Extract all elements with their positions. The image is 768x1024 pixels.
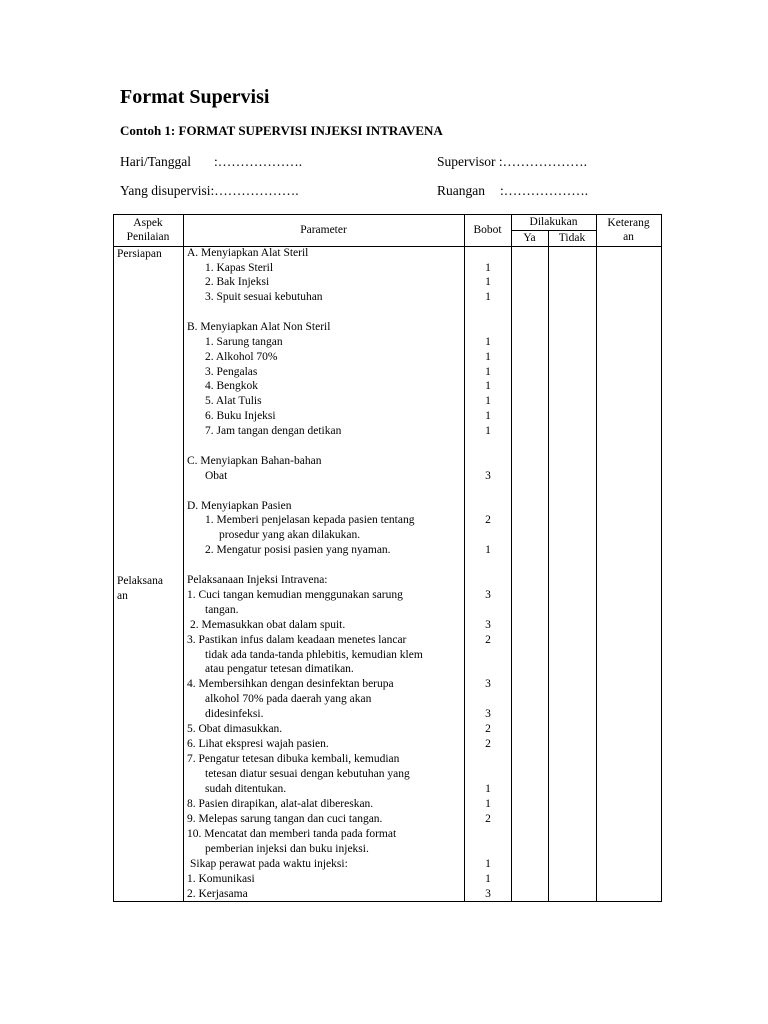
column-divider xyxy=(548,230,549,902)
parameter-text: 1. Kapas Steril xyxy=(205,262,274,274)
parameter-text: alkohol 70% pada daerah yang akan xyxy=(205,693,372,705)
parameter-text: 6. Buku Injeksi xyxy=(205,410,276,422)
document-subtitle: Contoh 1: FORMAT SUPERVISI INJEKSI INTRAVENA xyxy=(120,123,443,138)
bobot-value: 1 xyxy=(485,336,491,348)
column-divider xyxy=(183,214,184,902)
ruangan-value: :………………. xyxy=(500,183,589,198)
bobot-value: 1 xyxy=(485,544,491,556)
header-tidak: Tidak xyxy=(558,232,586,244)
parameter-text: 2. Mengatur posisi pasien yang nyaman. xyxy=(205,544,391,556)
parameter-text: 5. Obat dimasukkan. xyxy=(187,723,283,735)
parameter-text: didesinfeksi. xyxy=(205,708,264,720)
parameter-text: tetesan diatur sesuai dengan kebutuhan yang xyxy=(205,768,410,780)
parameter-text: Sikap perawat pada waktu injeksi: xyxy=(190,858,348,870)
parameter-text: 2. Alkohol 70% xyxy=(205,351,278,363)
bobot-value: 1 xyxy=(485,410,491,422)
table-border-right xyxy=(661,214,662,902)
aspek-pelaksanaan-line2: an xyxy=(117,589,128,602)
parameter-text: 7. Pengatur tetesan dibuka kembali, kemudian xyxy=(187,753,400,765)
parameter-text: 1. Sarung tangan xyxy=(205,336,283,348)
bobot-value: 1 xyxy=(485,351,491,363)
bobot-value: 3 xyxy=(485,708,491,720)
parameter-text: tangan. xyxy=(205,604,239,616)
parameter-text: 3. Pengalas xyxy=(205,366,258,378)
parameter-text: 1. Komunikasi xyxy=(187,873,255,885)
parameter-text: A. Menyiapkan Alat Steril xyxy=(187,247,309,259)
aspek-persiapan: Persiapan xyxy=(117,248,162,260)
document-title: Format Supervisi xyxy=(120,86,270,108)
parameter-text: 3. Spuit sesuai kebutuhan xyxy=(205,291,323,303)
bobot-value: 2 xyxy=(485,813,491,825)
bobot-value: 3 xyxy=(485,470,491,482)
parameter-text: 10. Mencatat dan memberi tanda pada format xyxy=(187,828,397,840)
header-parameter: Parameter xyxy=(300,224,347,236)
header-ya: Ya xyxy=(523,232,536,244)
parameter-text: Obat xyxy=(205,470,228,482)
parameter-text: sudah ditentukan. xyxy=(205,783,287,795)
header-aspek xyxy=(113,216,183,244)
header-bobot: Bobot xyxy=(473,224,502,236)
bobot-value: 2 xyxy=(485,738,491,750)
bobot-value: 1 xyxy=(485,783,491,795)
parameter-text: 6. Lihat ekspresi wajah pasien. xyxy=(187,738,329,750)
parameter-text: C. Menyiapkan Bahan-bahan xyxy=(187,455,322,467)
parameter-text: 4. Bengkok xyxy=(205,380,259,392)
bobot-value: 1 xyxy=(485,873,491,885)
header-dilakukan: Dilakukan xyxy=(529,216,578,228)
column-divider xyxy=(596,214,597,902)
column-divider xyxy=(511,214,512,902)
bobot-value: 3 xyxy=(485,888,491,900)
bobot-value: 3 xyxy=(485,589,491,601)
parameter-text: 2. Bak Injeksi xyxy=(205,276,270,288)
parameter-text: 3. Pastikan infus dalam keadaan menetes lancar xyxy=(187,634,407,646)
hari-tanggal-value: :………………. xyxy=(214,154,303,169)
parameter-text: 8. Pasien dirapikan, alat-alat dibereskan. xyxy=(187,798,374,810)
bobot-value: 1 xyxy=(485,262,491,274)
parameter-text: atau pengatur tetesan dimatikan. xyxy=(205,663,354,675)
bobot-value: 2 xyxy=(485,514,491,526)
parameter-text: 4. Membersihkan dengan desinfektan berupa xyxy=(187,678,394,690)
parameter-text: 7. Jam tangan dengan detikan xyxy=(205,425,342,437)
bobot-value: 1 xyxy=(485,425,491,437)
parameter-text: 5. Alat Tulis xyxy=(205,395,262,407)
bobot-value: 1 xyxy=(485,798,491,810)
header-aspek-line2: Penilaian xyxy=(126,231,170,243)
hari-tanggal-label: Hari/Tanggal xyxy=(120,154,192,169)
parameter-text: B. Menyiapkan Alat Non Steril xyxy=(187,321,331,333)
parameter-text: 1. Cuci tangan kemudian menggunakan sarung xyxy=(187,589,403,601)
parameter-text: 2. Memasukkan obat dalam spuit. xyxy=(190,619,346,631)
bobot-value: 1 xyxy=(485,276,491,288)
parameter-text: 2. Kerjasama xyxy=(187,888,248,900)
parameter-text: pemberian injeksi dan buku injeksi. xyxy=(205,843,369,855)
header-keterangan-line1: Keterang xyxy=(607,217,650,229)
table-border-bottom xyxy=(113,901,661,902)
aspek-pelaksanaan xyxy=(117,574,163,604)
bobot-value: 1 xyxy=(485,858,491,870)
header-keterangan-line2: an xyxy=(623,231,634,243)
supervisor-field: Supervisor :………………. xyxy=(437,154,587,169)
parameter-text: 1. Memberi penjelasan kepada pasien tentang xyxy=(205,514,415,526)
bobot-value: 1 xyxy=(485,366,491,378)
header-aspek-line1: Aspek xyxy=(133,217,163,229)
parameter-text: tidak ada tanda-tanda phlebitis, kemudian klem xyxy=(205,649,423,661)
header-keterangan xyxy=(596,216,661,244)
aspek-pelaksanaan-line1: Pelaksana xyxy=(117,575,163,587)
bobot-value: 1 xyxy=(485,395,491,407)
ruangan-label: Ruangan xyxy=(437,183,485,198)
bobot-value: 2 xyxy=(485,723,491,735)
table-border-left xyxy=(113,214,114,902)
parameter-text: prosedur yang akan dilakukan. xyxy=(219,529,361,541)
bobot-value: 2 xyxy=(485,634,491,646)
bobot-value: 1 xyxy=(485,380,491,392)
bobot-value: 3 xyxy=(485,619,491,631)
column-divider xyxy=(464,214,465,902)
parameter-text: Pelaksanaan Injeksi Intravena: xyxy=(187,574,328,586)
parameter-text: D. Menyiapkan Pasien xyxy=(187,500,292,512)
bobot-value: 3 xyxy=(485,678,491,690)
disupervisi-field: Yang disupervisi:………………. xyxy=(120,183,299,198)
parameter-text: 9. Melepas sarung tangan dan cuci tangan. xyxy=(187,813,383,825)
bobot-value: 1 xyxy=(485,291,491,303)
